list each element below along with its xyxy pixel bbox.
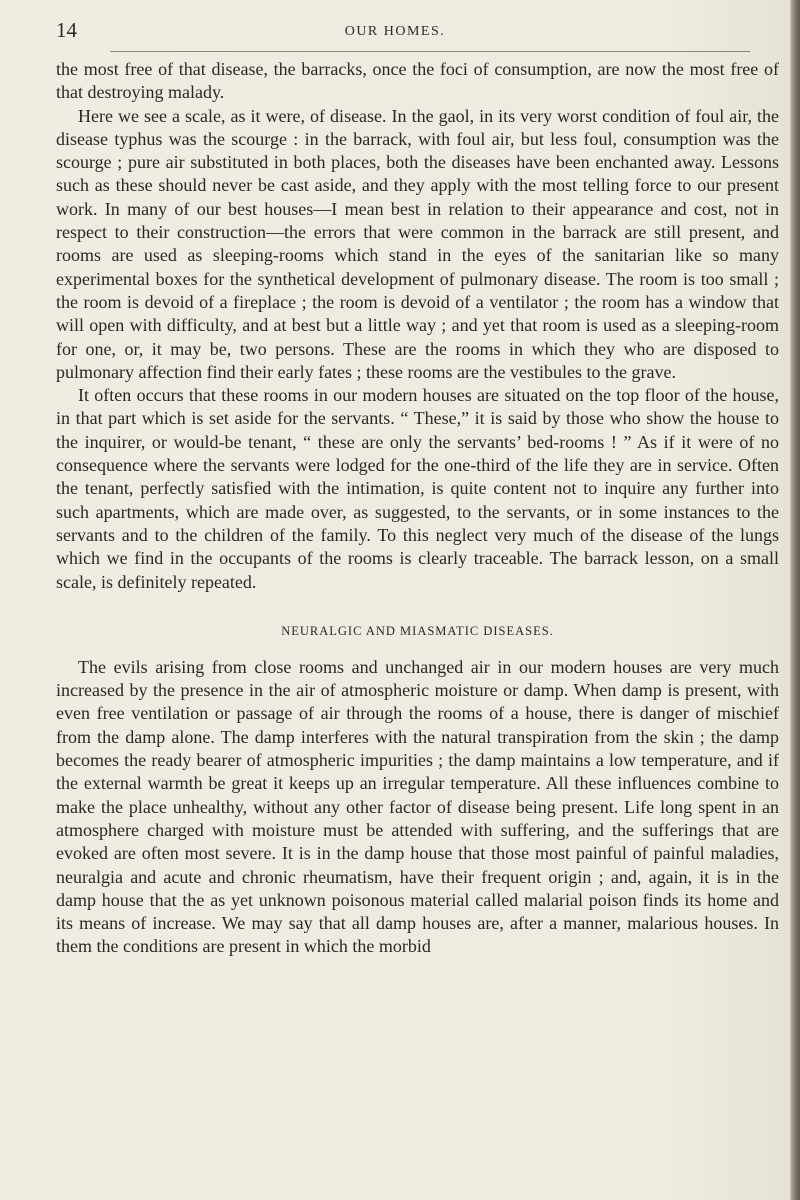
- page-number: 14: [56, 18, 77, 42]
- page-edge: [790, 0, 800, 1200]
- paragraph-continued: the most free of that disease, the barracks, once the foci of consumption, are now the most free of that destroying malady.: [56, 59, 779, 103]
- running-title: OUR HOMES.: [344, 24, 446, 39]
- paragraph-scale-of-disease: Here we see a scale, as it were, of disease. In the gaol, in its very worst condition of foul air, the disease typhus was the scourge : in the barrack, with foul air, but less foul, consumption was the scourge ; pure air substituted in both places, both the diseases have been enchanted away. Lessons such as these should never be cast aside, and they apply with the most telling force to our present work. In many of our best houses—I mean best in relation to their appearance and cost, not in respect to their construction—the errors that were common in the barrack are still present, and rooms are used as sleeping-rooms which stand in the eyes of the sanitarian like so many experimental boxes for the synthetical development of pulmonary disease. The room is too small ; the room is devoid of a fireplace ; the room is devoid of a ventilator ; the room has a window that will open with difficulty, and at best but a little way ; and yet that room is used as a sleeping-room for one, or, it may be, two persons. These are the rooms in which they who are disposed to pulmonary affection find their early fates ; these rooms are the vestibules to the grave.: [56, 105, 779, 382]
- page-body: [56, 58, 779, 959]
- paragraph-damp-houses: The evils arising from close rooms and unchanged air in our modern houses are very much increased by the presence in the air of atmospheric moisture or damp. When damp is present, with even free ventilation or passage of air through the rooms of a house, there is danger of mischief from the damp alone. The damp interferes with the natural transpiration from the skin ; the damp becomes the ready bearer of atmospheric impurities ; the damp maintains a low temperature, and if the external warmth be great it keeps up an irregular temperature. All these influences combine to make the place unhealthy, without any other factor of disease being present. Life long spent in an atmosphere charged with moisture must be attended with suffering, and the sufferings that are evoked are often most severe. It is in the damp house that those most painful of painful maladies, neuralgia and acute and chronic rheumatism, have their frequent origin ; and, again, it is in the damp house that the as yet unknown poisonous material called malarial poison finds its home and its means of increase. We may say that all damp houses are, after a manner, malarious houses. In them the conditions are present in which the morbid: [56, 656, 779, 957]
- header-rule: [110, 51, 750, 52]
- paragraph-servants-rooms: It often occurs that these rooms in our modern houses are situated on the top floor of the house, in that part which is set aside for the servants. “ These,” it is said by those who show the house to the inquirer, or would-be tenant, “ these are only the servants’ bed-rooms ! ” As if it were of no consequence where the servants were lodged for the one-third of the life they are in service. Often the tenant, perfectly satisfied with the intimation, is quite content not to inquire any further into such apartments, which are made over, as suggested, to the servants, or in some instances to the servants and to the children of the family. To this neglect very much of the disease of the lungs which we find in the occupants of the rooms is clearly traceable. The barrack lesson, on a small scale, is definitely repeated.: [56, 385, 779, 592]
- section-heading: NEURALGIC AND MIASMATIC DISEASES.: [281, 623, 554, 638]
